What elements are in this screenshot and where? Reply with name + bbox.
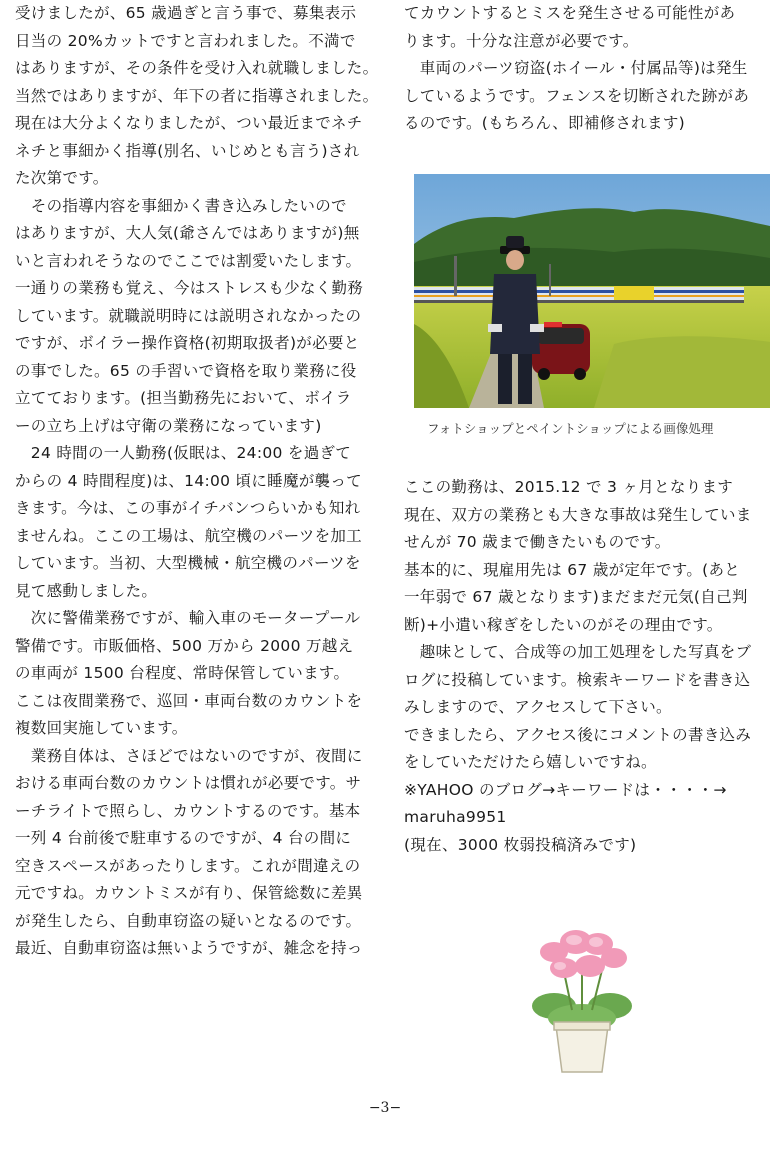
right-column-bottom-line: みしますので、アクセスして下さい。 xyxy=(404,698,672,716)
left-column-line: 一通りの業務も覚え、今はストレスも少なく勤務 xyxy=(15,279,364,297)
left-column-line: ですが、ボイラー操作資格(初期取扱者)が必要と xyxy=(15,334,360,352)
left-column-line: の事でした。65 の手習いで資格を取り業務に役 xyxy=(15,361,357,380)
left-column-line: ーの立ち上げは守衛の業務になっています) xyxy=(15,416,322,435)
right-column-bottom-line: できましたら、アクセス後にコメントの書き込み xyxy=(404,725,752,744)
right-column-bottom-line: ここの勤務は、2015.12 で 3 ヶ月となります xyxy=(404,478,734,496)
left-column xyxy=(15,0,385,963)
left-column-line: 当然ではありますが、年下の者に指導されました。 xyxy=(15,86,379,105)
left-column-line: の車両が 1500 台程度、常時保管しています。 xyxy=(15,664,350,682)
left-column-line: 警備です。市販価格、500 万から 2000 万越え xyxy=(15,636,354,655)
right-column-bottom xyxy=(404,474,764,859)
left-column-line: しています。就職説明時には説明されなかったの xyxy=(15,306,362,325)
photo-caption: フォトショップとペイントショップによる画像処理 xyxy=(427,421,714,436)
left-column-line: おける車両台数のカウントは慣れが必要です。サ xyxy=(15,774,362,792)
right-column-top-line: るのです。(もちろん、即補修されます) xyxy=(404,114,685,132)
left-column-line: きます。今は、この事がイチバンつらいかも知れ xyxy=(15,499,361,517)
right-column-bottom-line: 基本的に、現雇用先は 67 歳が定年です。(あと xyxy=(404,560,741,579)
right-column-bottom-line: (現在、3000 枚弱投稿済みです) xyxy=(404,835,637,854)
left-column-line: 一列 4 台前後で駐車するのですが、4 台の間に xyxy=(15,829,352,847)
left-column-line: 見て感動しました。 xyxy=(15,581,158,600)
left-column-line: 立てております。(担当勤務先において、ボイラ xyxy=(15,389,352,407)
right-column-top-line: しているようです。フェンスを切断された跡があ xyxy=(404,86,750,105)
left-column-line: 受けましたが、65 歳過ぎと言う事で、募集表示 xyxy=(15,4,357,22)
left-column-line: いと言われそうなのでここでは割愛いたします。 xyxy=(15,251,362,270)
right-column-top-line: ります。十分な注意が必要です。 xyxy=(404,31,639,50)
left-column-line: 業務自体は、さほどではないのですが、夜間に xyxy=(15,746,363,765)
right-column-bottom-line: 現在、双方の業務とも大きな事故は発生していま xyxy=(404,505,752,524)
right-column-bottom-line: ※YAHOO のブログ→キーワードは・・・・→ xyxy=(404,780,727,799)
left-column-line: 空きスペースがあったりします。これが間違えの xyxy=(15,856,361,875)
left-column-line: はありますが、大人気(爺さんではありますが)無 xyxy=(15,224,360,242)
right-column-top xyxy=(404,0,764,138)
right-column-bottom-line: せんが 70 歳まで働きたいものです。 xyxy=(404,533,671,551)
left-column-line: 現在は大分よくなりましたが、つい最近までネチ xyxy=(15,114,363,132)
right-column-bottom-line: をしていただけたら嬉しいですね。 xyxy=(404,753,657,771)
left-column-line: た次第です。 xyxy=(15,169,109,187)
right-column-bottom-line: 一年弱で 67 歳となります)まだまだ元気(自己判 xyxy=(404,588,748,606)
right-column-bottom-line: 趣味として、合成等の加工処理をした写真をブ xyxy=(404,643,752,661)
left-column-line: ネチと事細かく指導(別名、いじめとも言う)され xyxy=(15,141,360,160)
right-column-bottom-line: 断)+小遣い稼ぎをしたいのがその理由です。 xyxy=(404,615,723,634)
left-column-line: ここは夜間業務で、巡回・車両台数のカウントを xyxy=(15,691,363,710)
right-column-bottom-line: maruha9951 xyxy=(404,808,507,826)
left-column-line: 日当の 20%カットですと言われました。不満で xyxy=(15,31,356,50)
left-column-line: 最近、自動車窃盗は無いようですが、雑念を持っ xyxy=(15,939,363,957)
left-column-line: 24 時間の一人勤務(仮眠は、24:00 を過ぎて xyxy=(15,444,352,462)
left-column-line: その指導内容を事細かく書き込みしたいので xyxy=(15,196,347,215)
left-column-line: 元ですね。カウントミスが有り、保管総数に差異 xyxy=(15,884,363,902)
left-column-line: しています。当初、大型機械・航空機のパーツを xyxy=(15,554,361,572)
left-column-line: ーチライトで照らし、カウントするのです。基本 xyxy=(15,801,361,820)
left-column-line: はありますが、その条件を受け入れ就職しました。 xyxy=(15,59,379,77)
left-column-line: 複数回実施しています。 xyxy=(15,719,188,737)
left-column-line: が発生したら、自動車窃盗の疑いとなるのです。 xyxy=(15,911,362,930)
left-column-line: 次に警備業務ですが、輸入車のモータープール xyxy=(15,609,361,627)
right-column-top-line: てカウントするとミスを発生させる可能性があ xyxy=(404,4,736,22)
guard-photo xyxy=(414,174,770,408)
left-column-line: ませんね。ここの工場は、航空機のパーツを加工 xyxy=(15,526,362,545)
page-number: −3− xyxy=(368,1100,402,1116)
right-column-top-line: 車両のパーツ窃盗(ホイール・付属品等)は発生 xyxy=(404,59,748,77)
flower-pot-illustration xyxy=(524,922,640,1080)
left-column-line: からの 4 時間程度)は、14:00 頃に睡魔が襲って xyxy=(15,471,362,490)
right-column-bottom-line: ログに投稿しています。検索キーワードを書き込 xyxy=(404,670,751,689)
